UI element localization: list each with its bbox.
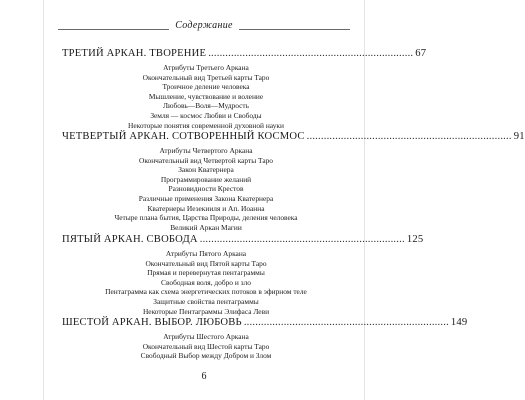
- toc-item[interactable]: Закон Кватернера: [178, 165, 234, 175]
- page-number: 6: [201, 371, 207, 382]
- toc-leader-dots: ........................................................................: [243, 317, 449, 328]
- toc-leader-dots: ........................................................................: [208, 48, 414, 59]
- toc-item[interactable]: Атрибуты Пятого Аркана: [165, 249, 247, 258]
- book-page: [44, 0, 525, 400]
- toc-page-number: 67: [415, 48, 427, 59]
- toc-item[interactable]: Свободный Выбор между Добром и Злом: [140, 351, 272, 361]
- toc-leader-dots: ........................................................................: [199, 234, 405, 245]
- toc-item[interactable]: Окончательный вид Третьей карты Таро: [142, 72, 270, 82]
- toc-item[interactable]: Некоторые Пентаграммы Элифаса Леви: [142, 306, 270, 316]
- toc-heading-title: ЧЕТВЕРТЫЙ АРКАН. СОТВОРЕННЫЙ КОСМОС: [62, 131, 305, 142]
- toc-items: [62, 63, 350, 130]
- toc-item[interactable]: Атрибуты Шестого Аркана: [163, 332, 249, 341]
- toc-item[interactable]: Атрибуты Третьего Аркана: [163, 63, 249, 72]
- toc-item[interactable]: Кватернеры Иезекииля и Ап. Иоанна: [147, 203, 265, 213]
- toc-item[interactable]: Земля — космос Любви и Свободы: [150, 110, 262, 120]
- toc-items: [62, 332, 350, 361]
- toc-heading[interactable]: [62, 48, 427, 59]
- toc-item[interactable]: Некоторые понятия современной духовной науки: [128, 120, 284, 130]
- toc-section-6: [62, 317, 468, 361]
- toc-item[interactable]: Прямая и перевернутая пентаграммы: [147, 268, 265, 278]
- toc-heading-title: ШЕСТОЙ АРКАН. ВЫБОР. ЛЮБОВЬ: [62, 317, 242, 328]
- contents-header: [44, 12, 364, 34]
- toc-section-4: [62, 131, 525, 232]
- toc-section-5: [62, 234, 424, 316]
- toc-item[interactable]: Окончательный вид Пятой карты Таро: [145, 258, 267, 268]
- toc-heading[interactable]: [62, 131, 525, 142]
- toc-heading[interactable]: [62, 317, 468, 328]
- toc-item[interactable]: Пентаграмма как схема энергетических потоков в эфирном теле: [105, 287, 307, 297]
- toc-items: [62, 249, 350, 316]
- toc-item[interactable]: Программирование желаний: [160, 174, 252, 184]
- toc-item[interactable]: Разновидности Крестов: [168, 184, 244, 194]
- toc-item[interactable]: Троичное деление человека: [162, 82, 250, 92]
- toc-heading[interactable]: [62, 234, 424, 245]
- toc-items: [62, 146, 350, 232]
- toc-heading-title: ПЯТЫЙ АРКАН. СВОБОДА: [62, 234, 198, 245]
- toc-item[interactable]: Великий Аркан Магии: [170, 222, 242, 232]
- toc-page-number: 125: [406, 234, 424, 245]
- toc-item[interactable]: Любовь—Воля—Мудрость: [162, 101, 250, 111]
- toc-leader-dots: ........................................................................: [306, 131, 512, 142]
- toc-item[interactable]: Окончательный вид Шестой карты Таро: [142, 341, 270, 351]
- toc-section-3: [62, 48, 427, 130]
- toc-item[interactable]: Мышление, чувствование и воление: [148, 91, 264, 101]
- toc-page-number: 149: [450, 317, 468, 328]
- contents-title: Содержание: [169, 20, 239, 31]
- toc-page-number: 91: [513, 131, 525, 142]
- toc-item[interactable]: Различные применения Закона Кватернера: [138, 193, 274, 203]
- toc-item[interactable]: Окончательный вид Четвертой карты Таро: [138, 155, 274, 165]
- toc-item[interactable]: Защитные свойства пентаграммы: [153, 296, 259, 306]
- toc-heading-title: ТРЕТИЙ АРКАН. ТВОРЕНИЕ: [62, 48, 207, 59]
- toc-item[interactable]: Атрибуты Четвертого Аркана: [159, 146, 253, 155]
- toc-item[interactable]: Свободная воля, добро и зло: [161, 277, 251, 287]
- toc-item[interactable]: Четыре плана бытия, Царства Природы, деления человека: [114, 213, 298, 223]
